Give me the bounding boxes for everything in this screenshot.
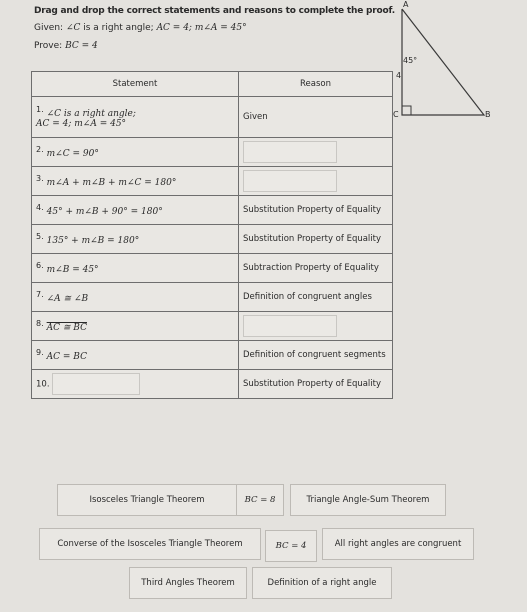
table-row xyxy=(32,312,393,341)
statement-text: AC = 4; m∠A = 45° xyxy=(36,118,127,129)
table-row xyxy=(32,225,393,254)
right-angle-mark xyxy=(402,106,411,115)
answer-tile[interactable]: Converse of the Isosceles Triangle Theorem xyxy=(39,528,261,560)
row-number: 6. xyxy=(36,261,44,271)
instructions: Drag and drop the correct statements and reasons to complete the proof. xyxy=(34,6,395,16)
table-row xyxy=(32,196,393,225)
row-number: 3. xyxy=(36,174,44,184)
statement-header: Statement xyxy=(32,72,239,97)
reason-drop-zone[interactable] xyxy=(243,315,337,337)
table-row xyxy=(32,138,393,167)
row-number: 5. xyxy=(36,232,44,242)
reason-cell: Substitution Property of Equality xyxy=(239,196,393,225)
row-number: 4. xyxy=(36,203,44,213)
reason-cell: Subtraction Property of Equality xyxy=(239,254,393,283)
reason-cell xyxy=(239,138,393,167)
answer-tile[interactable]: Isosceles Triangle Theorem xyxy=(57,484,237,516)
table-row xyxy=(32,97,393,138)
given-line xyxy=(34,23,247,33)
row-number: 1. xyxy=(36,105,44,115)
reason-header: Reason xyxy=(239,72,393,97)
statement-cell xyxy=(32,370,239,399)
statement-text: AC ≅ BC xyxy=(46,322,87,333)
statement-text: m∠C = 90° xyxy=(46,148,99,159)
vertex-c-label: C xyxy=(393,110,399,119)
table-header-row xyxy=(32,72,393,97)
row-number: 2. xyxy=(36,145,44,155)
statement-cell xyxy=(32,225,239,254)
statement-text: 45° + m∠B + 90° = 180° xyxy=(46,206,163,217)
statement-text: m∠A + m∠B + m∠C = 180° xyxy=(46,177,177,188)
reason-cell: Substitution Property of Equality xyxy=(239,370,393,399)
statement-cell xyxy=(32,167,239,196)
answer-tile[interactable]: All right angles are congruent xyxy=(322,528,474,560)
triangle-figure xyxy=(392,0,512,130)
row-number: 7. xyxy=(36,290,44,300)
statement-cell xyxy=(32,341,239,370)
table-row xyxy=(32,254,393,283)
proof-table xyxy=(31,71,393,399)
prove-label: Prove: xyxy=(34,41,63,51)
statement-text: 135° + m∠B = 180° xyxy=(46,235,140,246)
answer-tile[interactable]: BC = 4 xyxy=(265,530,317,562)
reason-cell: Given xyxy=(239,97,393,138)
reason-drop-zone[interactable] xyxy=(243,141,337,163)
answer-tile[interactable]: Third Angles Theorem xyxy=(129,567,247,599)
given-label: Given: xyxy=(34,23,64,33)
answer-tile[interactable]: Triangle Angle-Sum Theorem xyxy=(290,484,446,516)
statement-text: ∠C is a right angle; xyxy=(46,108,136,119)
statement-cell xyxy=(32,312,239,341)
vertex-a-label: A xyxy=(403,0,409,9)
reason-cell xyxy=(239,167,393,196)
statement-cell xyxy=(32,196,239,225)
side-ac-label: 4 xyxy=(396,71,402,80)
reason-drop-zone[interactable] xyxy=(243,170,337,192)
row-number: 10. xyxy=(36,379,50,390)
statement-text: ∠A ≅ ∠B xyxy=(46,293,89,304)
statement-cell xyxy=(32,138,239,167)
row-number: 8. xyxy=(36,319,44,329)
statement-cell xyxy=(32,97,239,138)
reason-cell: Substitution Property of Equality xyxy=(239,225,393,254)
given-math: AC = 4; m∠A = 45° xyxy=(156,23,247,33)
table-row xyxy=(32,341,393,370)
given-angle: ∠C xyxy=(65,23,81,33)
angle-a-label: 45° xyxy=(403,56,418,65)
statement-text: m∠B = 45° xyxy=(46,264,99,275)
reason-cell xyxy=(239,312,393,341)
answer-tile[interactable]: Definition of a right angle xyxy=(252,567,392,599)
given-text: is a right angle; xyxy=(80,23,154,33)
reason-cell: Definition of congruent angles xyxy=(239,283,393,312)
table-row xyxy=(32,370,393,399)
table-row xyxy=(32,167,393,196)
vertex-b-label: B xyxy=(485,110,491,119)
row-number: 9. xyxy=(36,348,44,358)
statement-cell xyxy=(32,254,239,283)
statement-cell xyxy=(32,283,239,312)
reason-cell: Definition of congruent segments xyxy=(239,341,393,370)
prove-line xyxy=(34,41,98,51)
statement-text: AC = BC xyxy=(46,351,87,362)
prove-math: BC = 4 xyxy=(65,41,98,51)
answer-tile[interactable]: BC = 8 xyxy=(236,484,284,516)
table-row xyxy=(32,283,393,312)
statement-drop-zone[interactable] xyxy=(52,373,140,395)
